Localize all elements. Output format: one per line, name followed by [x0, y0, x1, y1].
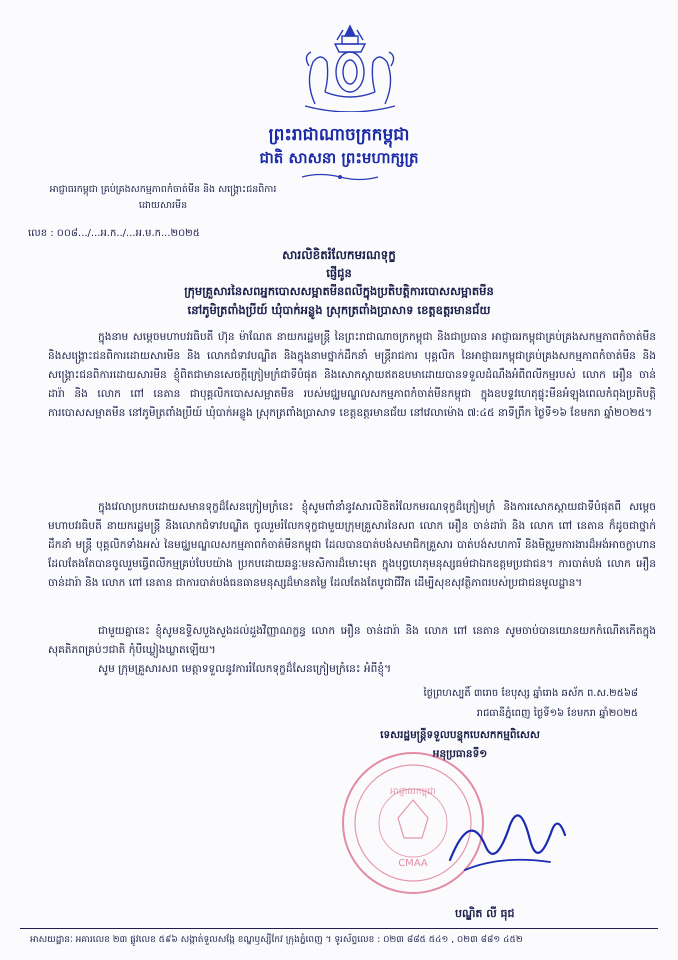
letter-addressee: ក្រុមគ្រួសារនៃសពអ្នកបោសសម្អាតមីនពលីក្នុងប្រតិបត្តិការបោសសម្អាតមីន [184, 284, 494, 298]
body-paragraph: ក្នុងនាម សម្តេចមហាបវរធិបតី ហ៊ុន ម៉ាណែត នាយករដ្ឋមន្ត្រី នៃព្រះរាជាណាចក្រកម្ពុជា និងជាប្រធាន អាជ្ញាធរកម្ពុជាគ្រប់គ្រងសកម្មភាពកំចាត់មីន និងសង្គ្រោះជនពិការដោយសារមីន និង លោកជំទាវបណ្ឌិត និងក្នុងនាមថ្នាក់ដឹកនាំ មន្ត្រីរាជការ បុគ្គលិក នៃអាជ្ញាធរកម្ពុជាគ្រប់គ្រងសកម្មភាពកំចាត់មីន និងសង្គ្រោះជនពិការដោយសារមីន ខ្ញុំពិតជាមានសេចក្តីក្រៀមក្រំជាទីបំផុត និងសោកស្តាយឥតឧបមាដោយបានទទួលដំណឹងអំពីពលីកម្មរបស់ លោក អឿន ចាន់ដារ៉ា និង លោក ពៅ នេតាន ជាបុគ្គលិកបោសសម្អាតមីន របស់មជ្ឈមណ្ឌលសកម្មភាពកំចាត់មីនកម្ពុជា ក្នុងឧបទ្ទវហេតុផ្ទុះមីនអំឡុងពេលកំពុងប្រតិបត្តិការបោសសម្អាតមីន នៅភូមិត្រពាំងប្រីយ៍ ឃុំបាក់អន្លូង ស្រុកត្រពាំងប្រាសាទ ខេត្តឧត្តរមានជ័យ នៅវេលាម៉ោង ៧:៤៥ នាទីព្រឹក ថ្ងៃទី១៦ ខែមករា ឆ្នាំ២០២៥។ [48, 331, 656, 419]
body-paragraph: ក្នុងវេលាប្រកបដោយសមានទុក្ខដ៏សែនក្រៀមក្រំនេះ ខ្ញុំសូមពាំនាំនូវសារលិខិតរំលែកមរណទុក្ខដ៏ក្រៀមក្រំ និងការសោកស្តាយជាទីបំផុតពី សម្តេចមហាបវរធិបតី នាយករដ្ឋមន្ត្រី និងលោកជំទាវបណ្ឌិត ចូលរួមរំលែកទុក្ខជាមួយក្រុមគ្រួសារនៃសព លោក អឿន ចាន់ដារ៉ា និង លោក ពៅ នេតាន ក៏ដូចជាថ្នាក់ដឹកនាំ មន្ត្រី បុគ្គលិកទាំងអស់ នៃមជ្ឈមណ្ឌលសកម្មភាពកំចាត់មីនកម្ពុជា ដែលបានបាត់បង់សមាជិកគ្រួសារ បាត់បង់សហការី និងមិត្តរួមការងារដ៏អង់អាចក្លាហាន ដែលតែងតែបានចូលរួមធ្វើពលីកម្មគ្រប់បែបយ៉ាង ប្រកបដោយឆន្ទៈមនសិការដ៏មោះមុត ក្នុងបុព្វហេតុមនុស្សធម៌ជាឯកឧត្តមប្រជាជន។ ការបាត់បង់ លោក អឿន ចាន់ដារ៉ា និង លោក ពៅ នេតាន ជាការបាត់បង់ធនធានមនុស្សដ៏មានតម្លៃ ដែលតែងតែបូជាជីវិត ដើម្បីសុខសុវត្ថិភាពរបស់ប្រជាជនមូលដ្ឋាន។ [48, 501, 656, 589]
footer-address: អាសយដ្ឋានៈ អគារលេខ ២៣ ផ្លូវលេខ ៥៩៦ សង្កាត់ទួលសង្កែ ខណ្ឌឫស្សីកែវ ក្រុងភ្នំពេញ ។ ទូរស័ព្ទលេខ : ០២៣ ៨៨៥ ៥៤១ , ០២៣ ៨៨១ ៤៥២ [30, 935, 523, 945]
kingdom-name: ព្រះរាជាណាចក្រកម្ពុជា [268, 125, 410, 145]
body-paragraph: ជាមួយគ្នានេះ ខ្ញុំសូមឧទ្ទិសបួងសួងដល់ដួងវិញ្ញាណក្ខន្ធ លោក អឿន ចាន់ដារ៉ា និង លោក ពៅ នេតាន សូមចាប់បានយោនយកកំណើតកើតក្នុងសុគតិភពគ្រប់ៗជាតិ កុំបីឃ្លៀងឃ្លាតឡើយ។ [48, 625, 656, 656]
national-motto: ជាតិ សាសនា ព្រះមហាក្សត្រ [259, 149, 419, 167]
solar-date: រាជធានីភ្នំពេញ ថ្ងៃទី១៦ ខែមករា ឆ្នាំ២០២៥ [476, 708, 638, 719]
reference-number: លេខ : ០០៨.../...អ.ក../...អ.ម.ក...២០២៥ [28, 228, 200, 239]
ornament-divider-icon [300, 172, 380, 182]
signatory-title: ទេសរដ្ឋមន្ត្រីទទួលបន្ទុកបេសកកម្មពិសេស [380, 729, 540, 741]
footer-divider [20, 928, 658, 929]
body-paragraph: សូម ក្រុមគ្រួសារសព មេត្តាទទួលនូវការរំលែកទុក្ខដ៏សែនក្រៀមក្រំនេះ អំពីខ្ញុំ។ [98, 663, 392, 675]
signatory-position: អនុប្រធានទី១ [432, 748, 488, 760]
svg-text:CMAA: CMAA [398, 858, 428, 869]
royal-emblem-icon [285, 22, 415, 112]
issuing-organization: អាជ្ញាធរកម្ពុជា គ្រប់គ្រងសកម្មភាពកំចាត់មីន និង សង្គ្រោះជនពិការដោយសារមីន [49, 184, 277, 211]
svg-text:អាជ្ញាធរកម្ពុជា: អាជ្ញាធរកម្ពុជា [390, 787, 436, 797]
handwritten-signature-icon [440, 790, 570, 890]
letter-addressee-intro: ផ្ញើជូន [326, 266, 352, 280]
signatory-name: បណ្ឌិត លី ធុជ [455, 907, 515, 920]
letter-location: នៅភូមិត្រពាំងប្រីយ៍ ឃុំបាក់អន្លូង ស្រុកត្រពាំងប្រាសាទ ខេត្តឧត្តរមានជ័យ [187, 303, 491, 317]
lunar-date: ថ្ងៃព្រហស្បតិ៍ ៣រោច ខែបុស្ស ឆ្នាំរោង ឆស័ក ព.ស.២៥៦៨ [423, 688, 638, 699]
letter-title: សារលិខិតរំលែកមរណទុក្ខ [282, 248, 396, 262]
